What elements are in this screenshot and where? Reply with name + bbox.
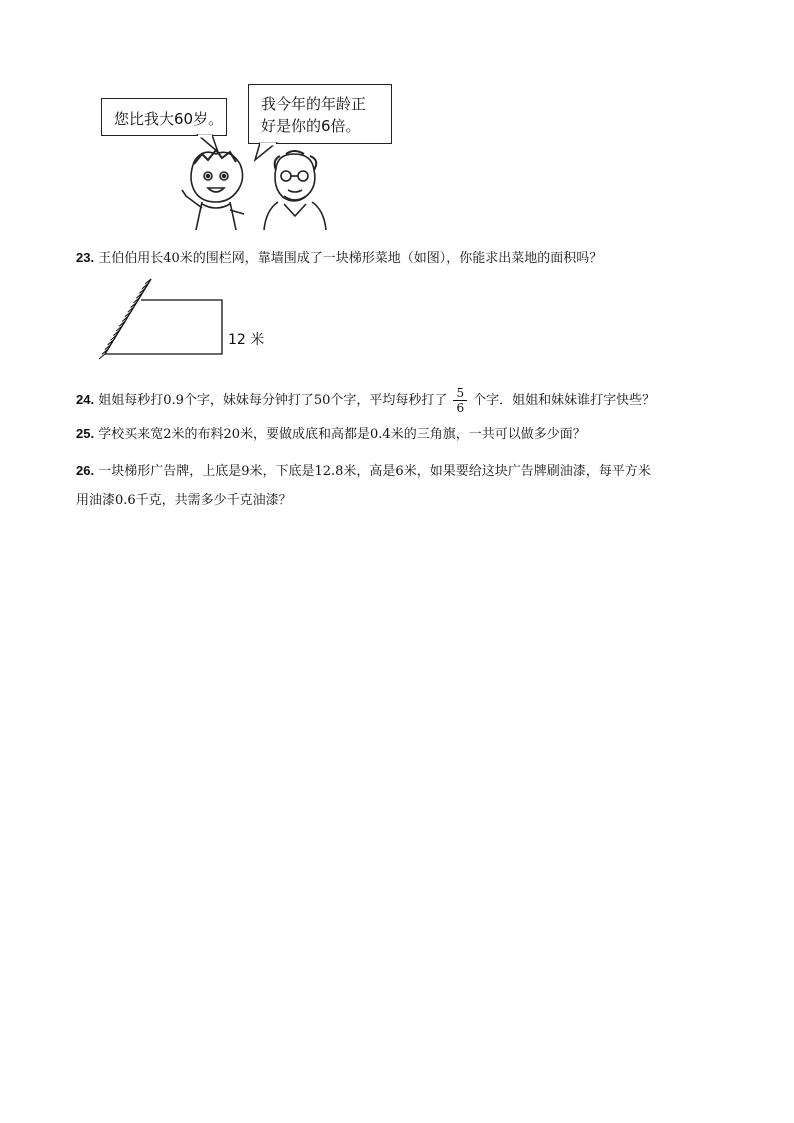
wall-hatch-mark <box>99 354 105 359</box>
question-24 <box>76 386 655 415</box>
question-number: 24. <box>76 392 95 407</box>
grandpa-character <box>264 151 326 230</box>
fence-line <box>105 300 222 354</box>
speech-text-left: 您比我大60岁。 <box>114 110 224 128</box>
question-text-line2: 用油漆0.6千克，共需多少千克油漆？ <box>76 493 292 508</box>
question-text: 学校买来宽2米的布料20米，要做成底和高都是0.4米的三角旗，一共可以做多少面？ <box>98 427 586 442</box>
speech-text-right-line2: 好是你的6倍。 <box>261 117 361 135</box>
question-25 <box>76 424 586 445</box>
question-number: 23. <box>76 250 95 265</box>
question-number: 26. <box>76 463 95 478</box>
question-text-line1: 一块梯形广告牌，上底是9米，下底是12.8米，高是6米，如果要给这块广告牌刷油漆，每平方米 <box>98 464 651 479</box>
side-length-label: 12 米 <box>228 332 265 348</box>
boy-character <box>182 150 244 230</box>
question-text-before: 姐姐每秒打0.9个字，妹妹每分钟打了50个字，平均每秒打了 <box>98 393 448 408</box>
question-text-after: 个字．姐姐和妹妹谁打字快些？ <box>473 393 656 408</box>
fraction-denominator: 6 <box>456 401 465 415</box>
fraction <box>453 386 467 415</box>
speech-text-right-line1: 我今年的年龄正 <box>261 95 367 113</box>
bubble-tail-left <box>198 135 218 152</box>
trapezoid-figure <box>96 278 236 370</box>
bubble-tail-right <box>255 143 276 160</box>
question-26 <box>76 456 651 515</box>
question-number: 25. <box>76 426 95 441</box>
fraction-numerator: 5 <box>453 386 467 401</box>
question-text: 王伯伯用长40米的围栏网，靠墙围成了一块梯形菜地（如图），你能求出菜地的面积吗？ <box>98 251 603 266</box>
question-23 <box>76 248 602 269</box>
cartoon-illustration <box>90 130 350 235</box>
